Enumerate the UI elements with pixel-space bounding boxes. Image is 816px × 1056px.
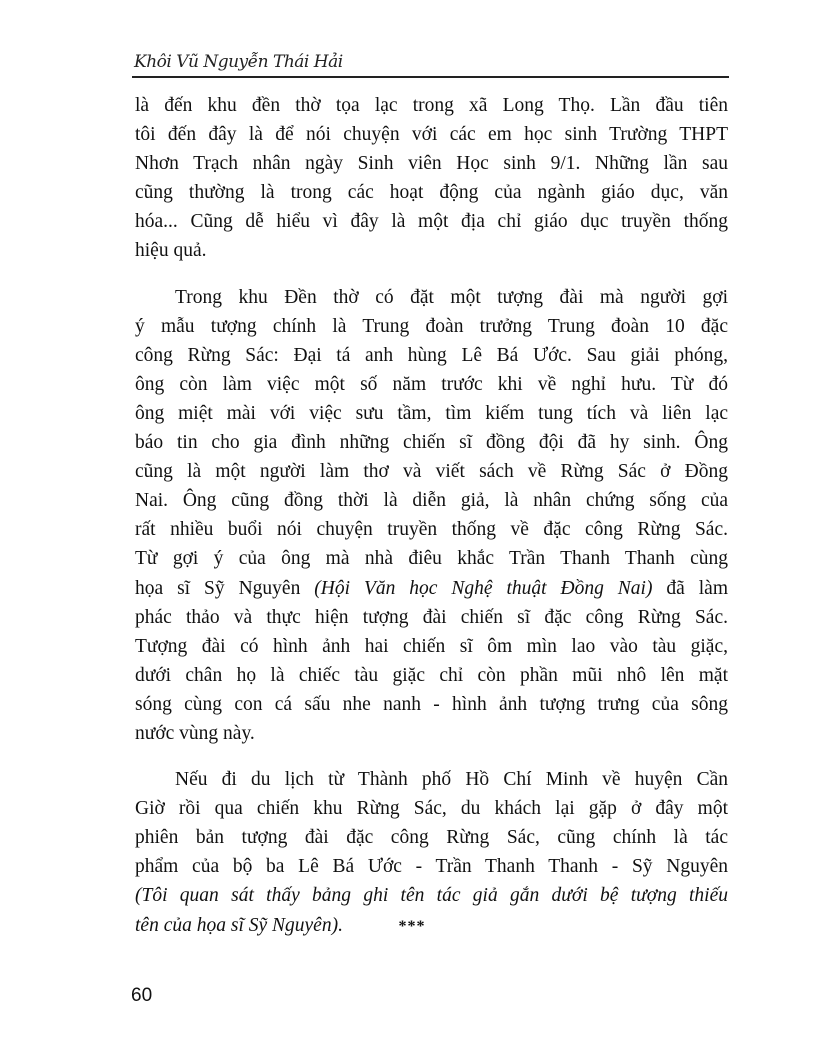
text-run: phác thảo và thực hiện tượng đài chiến sĩ đặc công Rừng Sác. xyxy=(135,606,728,628)
text-line xyxy=(135,428,728,457)
body-text xyxy=(135,91,728,957)
text-run: nước vùng này. xyxy=(135,722,255,744)
text-run: ông miệt mài với việc sưu tầm, tìm kiếm tung tích và liên lạc xyxy=(135,402,728,424)
text-line xyxy=(135,690,728,719)
text-run: tôi đến đây là để nói chuyện với các em học sinh Trường THPT xyxy=(135,124,728,146)
text-line xyxy=(135,149,728,178)
text-run: phiên bản tượng đài đặc công Rừng Sác, cũng chính là tác xyxy=(135,827,728,849)
text-run: Từ gợi ý của ông mà nhà điêu khắc Trần Thanh Thanh cùng xyxy=(135,548,728,570)
paragraph xyxy=(135,283,728,749)
text-run: sóng cùng con cá sấu nhe nanh - hình ảnh tượng trưng của sông xyxy=(135,693,728,715)
text-run: Nếu đi du lịch từ Thành phố Hồ Chí Minh về huyện Cần xyxy=(175,769,728,791)
text-line xyxy=(135,399,728,428)
italic-text: (Tôi quan sát thấy bảng ghi tên tác giả gắn dưới bệ tượng thiếu xyxy=(135,885,728,907)
text-line xyxy=(135,852,728,881)
text-run: báo tin cho gia đình những chiến sĩ đồng đội đã hy sinh. Ông xyxy=(135,432,728,454)
text-line xyxy=(135,632,728,661)
text-run: Nhơn Trạch nhân ngày Sinh viên Học sinh 9/1. Những lần sau xyxy=(135,153,728,175)
text-run: cũng thường là trong các hoạt động của ngành giáo dục, văn xyxy=(135,182,728,204)
text-run: Giờ rồi qua chiến khu Rừng Sác, du khách lại gặp ở đây một xyxy=(135,798,728,820)
text-run: dưới chân họ là chiếc tàu giặc chỉ còn phần mũi nhô lên mặt xyxy=(135,664,728,686)
text-line xyxy=(135,765,728,794)
text-run: ông còn làm việc một số năm trước khi về nghỉ hưu. Từ đó xyxy=(135,373,728,395)
text-line xyxy=(135,823,728,852)
text-run: là đến khu đền thờ tọa lạc trong xã Long Thọ. Lần đầu tiên xyxy=(135,95,728,116)
text-line xyxy=(135,283,728,312)
text-line xyxy=(135,457,728,486)
text-line xyxy=(135,574,728,603)
text-line xyxy=(135,207,728,236)
text-line xyxy=(135,603,728,632)
text-line xyxy=(135,236,728,265)
running-header xyxy=(132,50,729,76)
text-run: hóa... Cũng dễ hiểu vì đây là một địa chỉ giáo dục truyền thống xyxy=(135,211,728,233)
text-line xyxy=(135,719,728,748)
text-run: Nai. Ông cũng đồng thời là diễn giả, là nhân chứng sống của xyxy=(135,490,728,512)
running-title: Khôi Vũ Nguyễn Thái Hải xyxy=(134,52,343,72)
text-run: hiệu quả. xyxy=(135,240,207,262)
text-run: công Rừng Sác: Đại tá anh hùng Lê Bá Ước. Sau giải phóng, xyxy=(135,344,728,366)
text-run: rất nhiều buổi nói chuyện truyền thống về đặc công Rừng Sác. xyxy=(135,519,728,541)
paragraph xyxy=(135,91,728,266)
text-line xyxy=(135,341,728,370)
text-line xyxy=(135,794,728,823)
text-line xyxy=(135,178,728,207)
text-run: Tượng đài có hình ảnh hai chiến sĩ ôm mìn lao vào tàu giặc, xyxy=(135,635,728,657)
text-run: phẩm của bộ ba Lê Bá Ước - Trần Thanh Thanh - Sỹ Nguyên xyxy=(135,856,728,878)
paragraph xyxy=(135,765,728,940)
text-line xyxy=(135,370,728,399)
text-line xyxy=(135,661,728,690)
italic-text: (Hội Văn học Nghệ thuật Đồng Nai) xyxy=(314,577,653,599)
text-run: Trong khu Đền thờ có đặt một tượng đài mà người gợi xyxy=(175,286,728,308)
text-run: họa sĩ Sỹ Nguyên xyxy=(135,577,315,599)
text-line xyxy=(135,91,728,120)
section-separator: *** xyxy=(398,918,426,935)
text-line xyxy=(135,881,728,910)
text-run: đã làm xyxy=(652,577,728,599)
italic-text: tên của họa sĩ Sỹ Nguyên). xyxy=(135,914,343,936)
text-line xyxy=(135,486,728,515)
text-run: cũng là một người làm thơ và viết sách về Rừng Sác ở Đồng xyxy=(135,461,728,483)
page-number: 60 xyxy=(131,985,153,1006)
text-line xyxy=(135,312,728,341)
text-line xyxy=(135,544,728,573)
header-rule xyxy=(132,76,729,78)
text-line xyxy=(135,515,728,544)
text-line xyxy=(135,120,728,149)
text-run: ý mẫu tượng chính là Trung đoàn trưởng Trung đoàn 10 đặc xyxy=(135,315,728,337)
